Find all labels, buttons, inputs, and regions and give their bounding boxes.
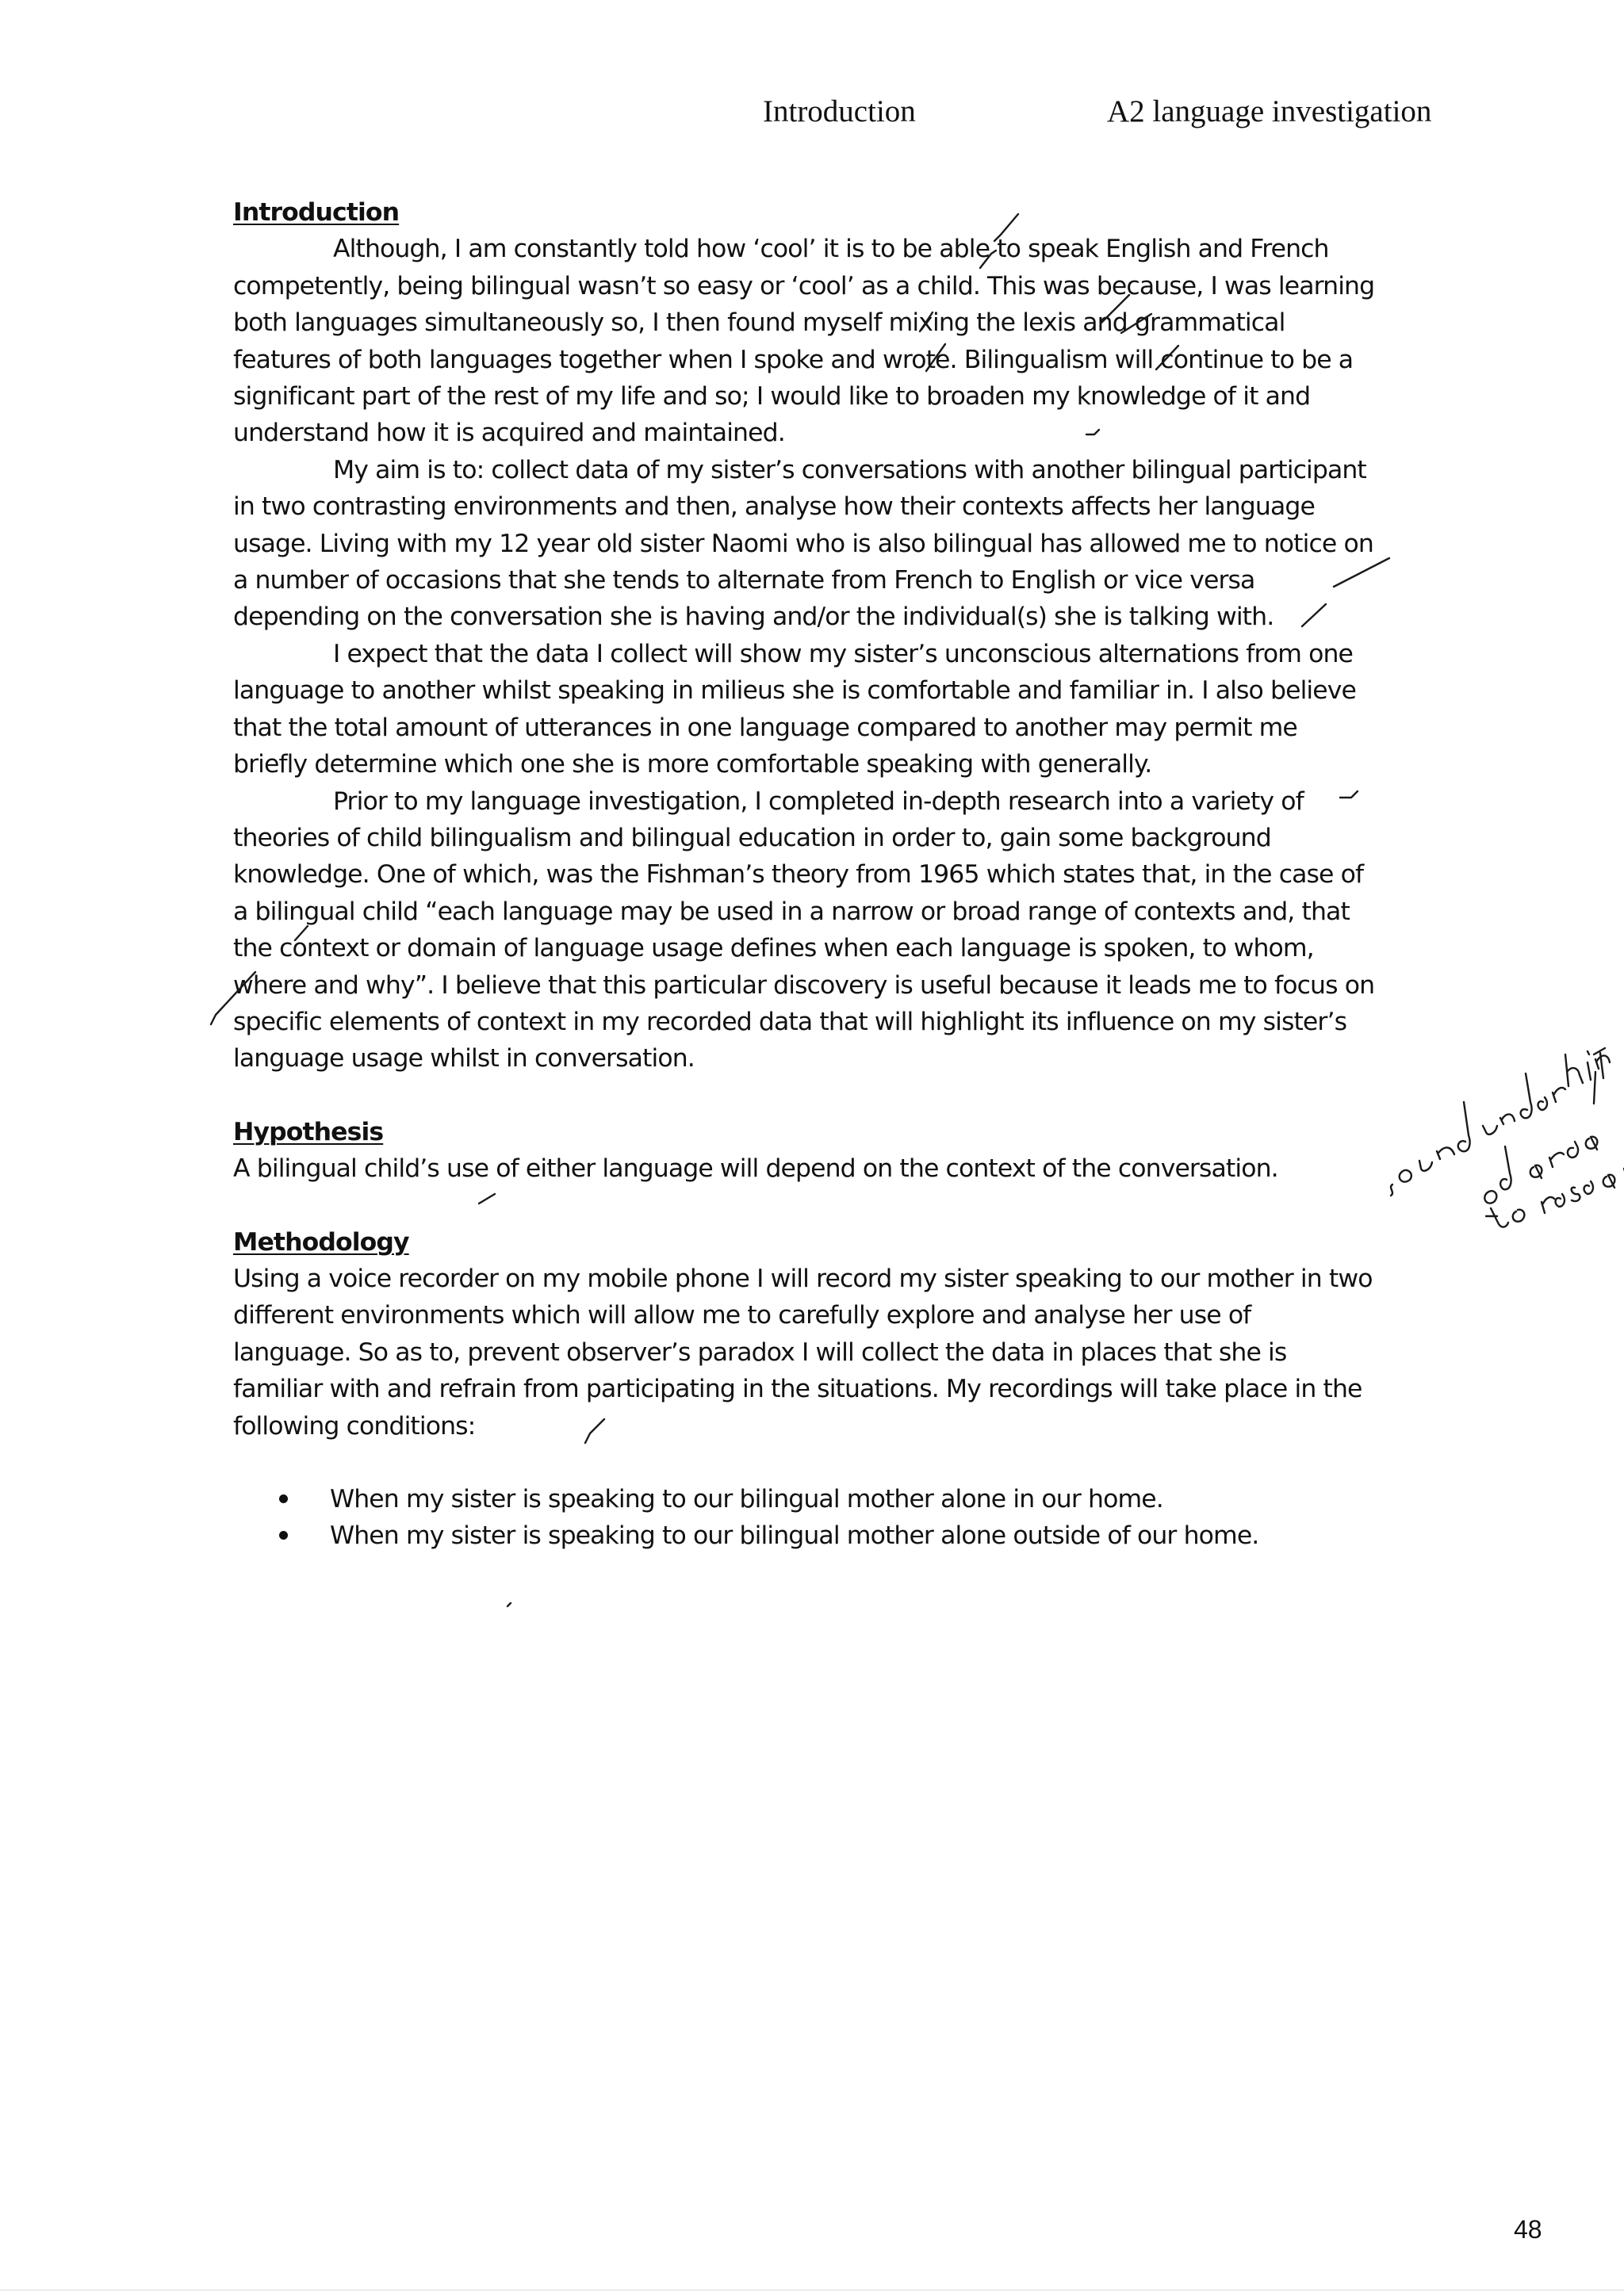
introduction-heading: Introduction xyxy=(233,198,400,227)
bullet-icon xyxy=(279,1494,288,1503)
header-section-title: Introduction xyxy=(763,94,916,128)
section-spacer xyxy=(233,1188,1375,1224)
bullet-icon xyxy=(279,1531,288,1540)
introduction-paragraph-4: Prior to my language investigation, I completed in-depth research into a variety of theories of child bilingualism and bilingual education in order to, gain some background knowledge. One of which, was the Fishman’s theory from 1965 which states that, in the case of a bilingual child “each language may be used in a narrow or broad range of contexts and, that the context or domain of language usage defines when each language is spoken, to whom, where and why”. I believe that this particular discovery is useful because it leads me to focus on specific elements of context in my recorded data that will highlight its influence on my sister’s language usage whilst in conversation. xyxy=(233,786,1375,1073)
methodology-text: Using a voice recorder on my mobile phone I will record my sister speaking to our mother in two different environments which will allow me to carefully explore and analyse her use of language. So as to, prevent observer’s paradox I will collect the data in places that she is familiar with and refrain from participating in the situations. My recordings will take place in the following conditions: xyxy=(233,1264,1373,1441)
introduction-paragraph-2: My aim is to: collect data of my sister’s conversations with another bilingual participant in two contrasting environments and then, analyse how their contexts affects her language usage. Living with my 12 year old sister Naomi who is also bilingual has allowed me to notice on a number of occasions that she tends to alternate from French to English or vice versa depending on the conversation she is having and/or the individual(s) she is talking with. xyxy=(233,455,1373,632)
methodology-heading: Methodology xyxy=(233,1227,409,1257)
introduction-paragraph-1: Although, I am constantly told how ‘cool’ it is to be able to speak English and French competently, being bilingual wasn’t so easy or ‘cool’ as a child. This was because, I was learning both languages simultaneously so, I then found myself mixing the lexis and grammatical features of both languages together when I spoke and wrote. Bilingualism will continue to be a significant part of the rest of my life and so; I would like to broaden my knowledge of it and understand how it is acquired and maintained. xyxy=(233,235,1375,448)
document-body xyxy=(233,194,1375,1555)
tick-mark-icon xyxy=(508,1603,511,1606)
header-document-title: A2 language investigation xyxy=(1107,94,1432,128)
margin-comment xyxy=(1391,1048,1624,1227)
page-number: 48 xyxy=(1514,2215,1542,2244)
hypothesis-heading: Hypothesis xyxy=(233,1117,384,1146)
section-spacer xyxy=(233,1077,1375,1114)
list-item xyxy=(233,1517,1375,1554)
page-header xyxy=(0,94,1624,141)
list-item-text: When my sister is speaking to our bilingual mother alone outside of our home. xyxy=(330,1521,1259,1551)
hypothesis-text: A bilingual child’s use of either language will depend on the context of the conversation. xyxy=(233,1154,1278,1184)
list-item-text: When my sister is speaking to our bilingual mother alone in our home. xyxy=(330,1485,1163,1513)
conditions-list xyxy=(233,1481,1375,1555)
list-item xyxy=(233,1481,1375,1517)
introduction-paragraph-3: I expect that the data I collect will show my sister’s unconscious alternations from one language to another whilst speaking in milieus she is comfortable and familiar in. I also believe that the total amount of utterances in one language compared to another may permit me briefly determine which one she is more comfortable speaking with generally. xyxy=(233,639,1356,779)
